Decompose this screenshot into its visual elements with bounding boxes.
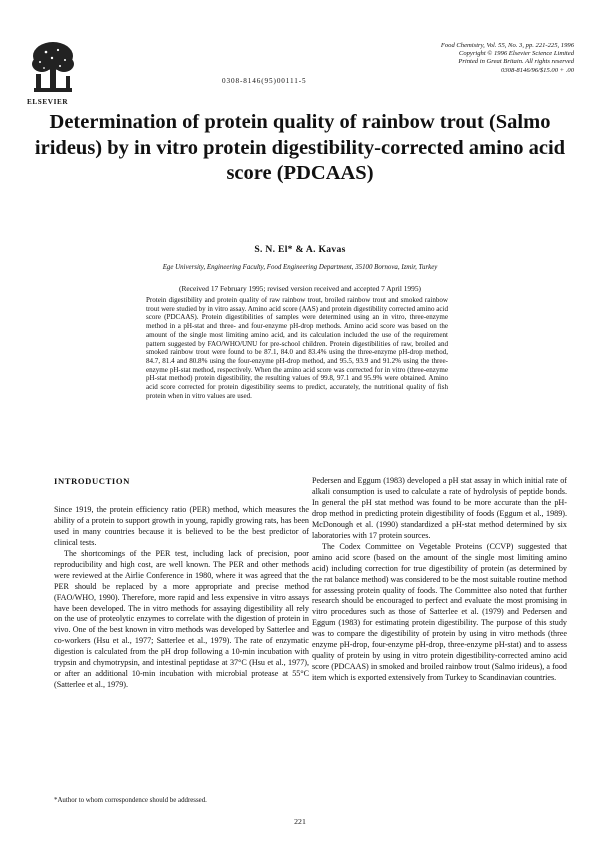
journal-citation: Food Chemistry, Vol. 55, No. 3, pp. 221-225, 1996: [440, 42, 574, 49]
author-list: S. N. El* & A. Kavas: [254, 244, 346, 255]
right-column: [312, 476, 567, 684]
body-paragraph: The shortcomings of the PER test, including lack of precision, poor reproducibility and high cost, are well known. The PER and other methods were reviewed at the Airlie Conference in 1980, where it was agreed that the PER should be replaced by a more appropriate and precise method (FAO/WHO, 1990). Therefore, more rapid and less expensive in vitro assays have been developed. The in vitro methods for assaying digestibility all rely on the use of proteolytic enzymes to correlate with the digestion of protein in vivo. One of the best known in vitro methods was developed by Satterlee and co-workers (Hsu et al., 1977; Satterlee et al., 1979). The rate of enzymatic digestion is calculated from the pH drop following a 10-min incubation with trypsin and chymotrypsin, and intestinal peptidase at 37°C (Hsu et al., 1977), or after an additional 10-min incubation with microbial protease at 55°C (Satterlee et al., 1979).: [54, 548, 309, 690]
copyright-line: Copyright © 1996 Elsevier Science Limited: [458, 50, 574, 58]
body-paragraph: Since 1919, the protein efficiency ratio (PER) method, which measures the ability of a protein to support growth in young, rapidly growing rats, has been used in many countries because it is believed to be the best predictor of clinical tests.: [54, 504, 309, 547]
elsevier-tree-logo: [28, 38, 78, 96]
issn-price-line: 0308-8146/96/$15.00 + .00: [501, 66, 574, 74]
left-column: [54, 476, 309, 691]
received-dates: (Received 17 February 1995; revised version received and accepted 7 April 1995): [179, 284, 421, 293]
pii-code: 0308-8146(95)00111-5: [222, 77, 307, 85]
printed-line: Printed in Great Britain. All rights reserved: [458, 58, 574, 66]
abstract-text: Protein digestibility and protein quality of raw rainbow trout, broiled rainbow trout and smoked rainbow trout were studied by in vitro assay. Amino acid score (AAS) and protein digestibility corrected amino acid score (PDCAAS). Protein digestibilities of samples were determined using an in vitro, three-enzyme method in a pH-stat and three- and four-enzyme pH-drop methods. Amino acid score was based on the amount of the single most limiting amino acid, and its calculation included the use of the requirement pattern suggested by FAO/WHO/UNU for pre-school children. Protein digestibilities of raw, broiled and smoked rainbow trout were found to be 87.1, 84.0 and 83.4% using the three-enzyme pH-drop method, 84.7, 81.4 and 80.8% using the four-enzyme pH-drop method, and 95.5, 93.9 and 91.2% using the three-enzyme pH-stat method, respectively. When the amino acid score was corrected for in vitro (three-enzyme pH-stat method) protein digestibility, the resulting values of 99.8, 97.1 and 95.9% were obtained. Amino acid score corrected for protein digestibility seems to predict, accurately, the nutritional quality of fish protein when in vitro values are used.: [146, 296, 448, 400]
article-title: Determination of protein quality of rainbow trout (Salmo irideus) by in vitro protein digestibility-corrected amino acid score (PDCAAS): [34, 111, 566, 184]
journal-info: [374, 42, 574, 75]
body-paragraph: Pedersen and Eggum (1983) developed a pH stat assay in which initial rate of alkali consumption is used to calculate a rate of hydrolysis of peptide bonds. In general the pH stat method was found to be more accurate than the pH-drop method in predicting protein digestibility of foods (Eggum et al., 1989). McDonough et al. (1990) standardized a pH-stat method determined by six laboratories with 17 protein sources.: [312, 476, 567, 540]
body-paragraph: The Codex Committee on Vegetable Proteins (CCVP) suggested that amino acid score (based on the amount of the single most limiting amino acid) including correction for true digestibility of protein (as determined by the rat balance method) was considered to be the most suitable routine method for assessing protein quality of foods. The Committee also noted that further research should be encouraged to perfect and evaluate the most promising in vitro procedures such as those of Satterlee et al. (1979) and Pedersen and Eggum (1983) for estimating protein digestibility. The purpose of this study was to compare the digestibility of protein by using in vitro methods (three enzyme pH-drop, four-enzyme pH-drop, three-enzyme pH-stat) and to assess quality of protein by using in vitro protein digestibility-corrected amino acid score (PDCAAS) in smoked and broiled rainbow trout (Salmo irideus), a food item which is exported extensively from Turkey to Scandinavian countries.: [312, 541, 567, 683]
introduction-heading: INTRODUCTION: [54, 476, 130, 486]
page-number: 221: [294, 817, 306, 826]
correspondence-footnote: *Author to whom correspondence should be addressed.: [54, 797, 207, 804]
publisher-name: ELSEVIER: [27, 98, 69, 106]
author-affiliation: Ege University, Engineering Faculty, Food Engineering Department, 35100 Bornova, Izmir, Turkey: [162, 264, 438, 271]
